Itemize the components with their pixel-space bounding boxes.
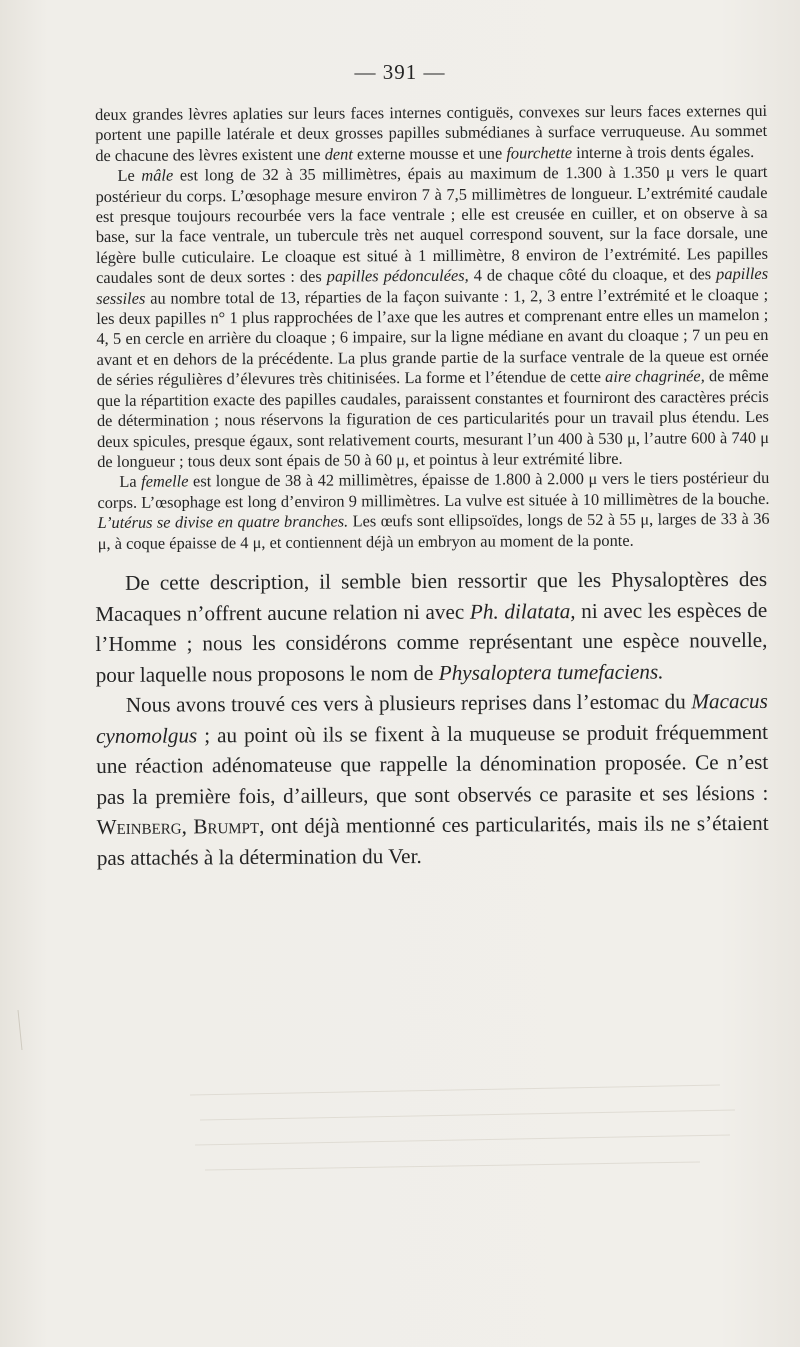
italic-run: Ph. dilatata, [469,598,576,624]
text-run: deux grandes lèvres aplaties sur leurs faces internes contiguës, convexes sur leurs faces externes qui portent une papille latérale et deux grosses papilles submédianes à surface verruqueuse. Au sommet de chacune des lèvres existent une [95,100,768,165]
text-run: ni avec les espèces de l’Homme ; nous les considérons comme représentant une espèce nouvelle, pour laquelle nous proposons le nom de [95,597,768,687]
text-run: interne à trois dents égales. [572,141,755,162]
paragraph-observations [96,686,769,873]
text-run: La [119,472,142,492]
author-name: Weinberg, [96,814,187,839]
text-run: Les œufs sont ellipsoïdes, longs de 52 à 55 μ, larges de 33 à 36 μ, à coque épaisse de 4 μ, et contiennent déjà un embryon au moment de la ponte. [97,509,770,553]
italic-run: Physaloptera tumefaciens. [438,658,664,685]
paragraph-male [95,162,769,472]
author-name: Brumpt, [193,813,265,839]
text-run: Le [117,165,142,186]
italic-run: Macacus cynomolgus [95,688,768,748]
text-run: externe mousse et une [352,143,507,164]
italic-run: papilles sessiles [96,264,769,308]
body-text [95,100,770,873]
text-run: est long de 32 à 35 millimètres, épais au maximum de 1.300 à 1.350 μ vers le quart postérieur du corps. L’œsophage mesure environ 7 à 7,5 millimètres de longueur. L’extrémité caudale est presque toujours recourbée vers la face ventrale ; elle est creusée en cuiller, et on observe à sa base, sur la face ventrale, un tubercule très net auquel correspond souvent, sur la face dorsale, une légère bulle cuticulaire. Le cloaque est situé à 1 millimètre, 8 environ de l’extrémité. Les papilles caudales sont de deux sortes : des [95,162,768,288]
description-block [95,101,770,554]
text-run: au nombre total de 13, réparties de la façon suivante : 1, 2, 3 entre l’extrémité et le cloaque ; les deux papilles n° 1 plus rapprochées de l’axe que les autres et comprenant entre elles un mamelon ; 4, 5 en cercle en arrière du cloaque ; 6 impaire, sur la ligne médiane en avant du cloaque ; 7 un peu en avant et en dehors de la précédente. La plus grande partie de la surface ventrale de la queue est ornée de séries régulières d’élevures très chitinisées. La forme et l’étendue de cette [96,284,769,390]
italic-run: L’utérus se divise en quatre branches. [97,511,349,533]
discussion-block [95,564,769,873]
text-run: ont déjà mentionné ces particularités, mais ils ne s’étaient pas attachés à la détermination du Ver. [96,810,769,870]
text-run: De cette description, il semble bien ressortir que les Physaloptères des Macaques n’offrent aucune relation ni avec [95,566,768,626]
page-number: — 391 — [354,60,446,84]
italic-run: mâle [141,165,174,185]
italic-run: femelle [141,471,189,492]
text-run: 4 de chaque côté du cloaque, et des [468,264,717,285]
italic-run: dent [324,144,353,164]
text-run: de même que la répartition exacte des papilles caudales, paraissent constantes et fourniront des caractères précis de détermination ; nous réservons la figuration de ces particularités pour un travail plus étendu. Les deux spicules, presque égaux, sont relativement courts, mesurant l’un 400 à 530 μ, l’autre 600 à 740 μ de longueur ; tous deux sont épais de 50 à 60 μ, et pointus à leur extrémité libre. [96,366,770,471]
paragraph-female [97,468,769,554]
text-run: est longue de 38 à 42 millimètres, épaisse de 1.800 à 2.000 μ vers le tiers postérieur du corps. L’œsophage est long d’environ 9 millimètres. La vulve est située à 10 millimètres de la bouche. [97,468,770,512]
text-run: ; au point où ils se fixent à la muqueuse se produit fréquemment une réaction adénomateuse que rappelle la dénomination proposée. Ce n’est pas la première fois, d’ailleurs, que sont observés ce parasite et ses lésions : [96,719,769,809]
italic-run: fourchette [506,142,573,163]
italic-run: papilles pédonculées, [326,265,469,286]
text-run: Nous avons trouvé ces vers à plusieurs reprises dans l’estomac du [125,689,692,717]
paragraph-conclusion [95,564,768,690]
italic-run: aire chagrinée, [605,366,705,387]
paragraph-lips [95,101,767,166]
